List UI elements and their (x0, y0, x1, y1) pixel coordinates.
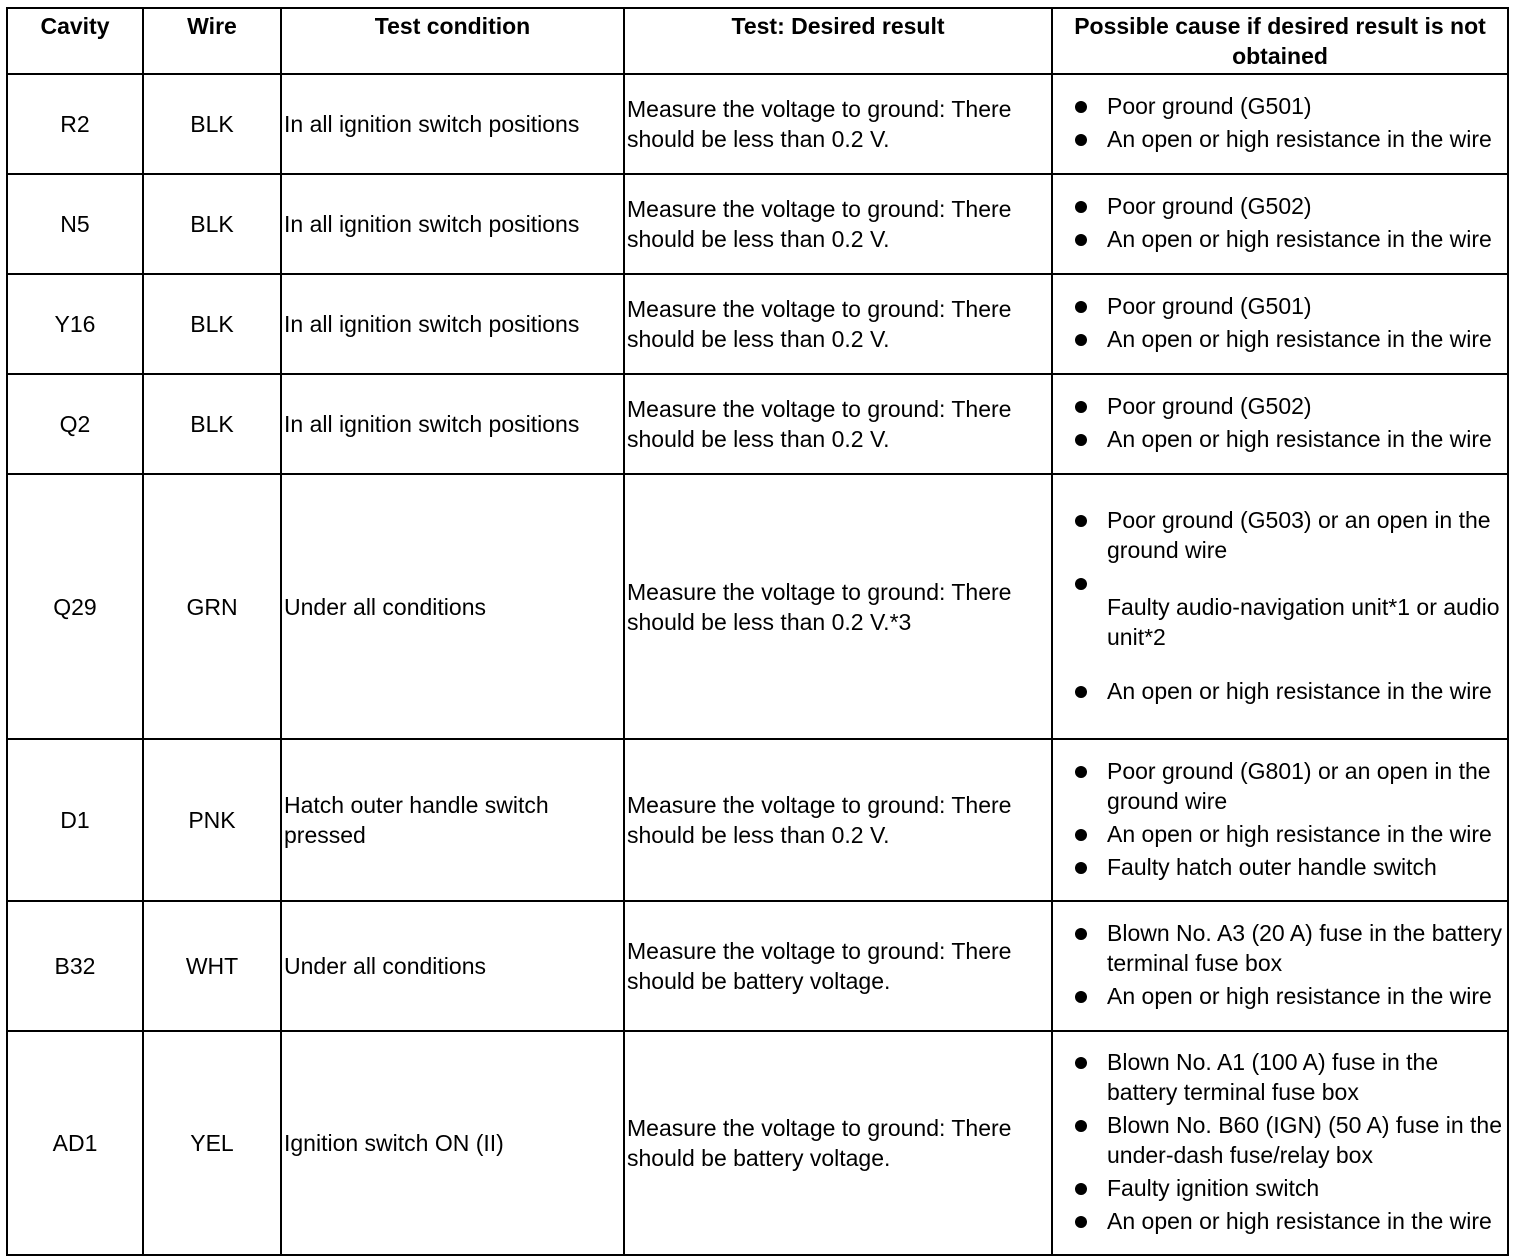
cause-item: Blown No. A1 (100 A) fuse in the battery terminal fuse box (1055, 1047, 1505, 1107)
header-row (7, 8, 1508, 74)
wire-cell: YEL (143, 1031, 281, 1255)
cause-item: Blown No. B60 (IGN) (50 A) fuse in the under-dash fuse/relay box (1055, 1110, 1505, 1170)
cavity-cell: Q29 (7, 474, 143, 739)
cause-item: Poor ground (G501) (1055, 291, 1505, 321)
causes-cell (1052, 1031, 1508, 1255)
bullet-icon (1075, 234, 1087, 246)
cause-list (1055, 391, 1505, 454)
cavity-cell: Y16 (7, 274, 143, 374)
wire-cell: WHT (143, 901, 281, 1031)
bullet-icon (1075, 401, 1087, 413)
result-cell: Measure the voltage to ground: There should be less than 0.2 V. (624, 374, 1052, 474)
table-row (7, 1031, 1508, 1255)
cause-item: An open or high resistance in the wire (1055, 124, 1505, 154)
table-row (7, 274, 1508, 374)
cause-item: An open or high resistance in the wire (1055, 981, 1505, 1011)
table-row (7, 74, 1508, 174)
table-row (7, 174, 1508, 274)
bullet-icon (1075, 928, 1087, 940)
cause-list (1055, 756, 1505, 882)
bullet-icon (1075, 1057, 1087, 1069)
bullet-icon (1075, 515, 1087, 527)
cavity-cell: AD1 (7, 1031, 143, 1255)
wire-cell: BLK (143, 274, 281, 374)
cavity-cell: D1 (7, 739, 143, 901)
table-row (7, 374, 1508, 474)
result-cell: Measure the voltage to ground: There should be less than 0.2 V. (624, 739, 1052, 901)
bullet-icon (1075, 991, 1087, 1003)
wire-cell: PNK (143, 739, 281, 901)
wire-cell: GRN (143, 474, 281, 739)
cause-list (1055, 918, 1505, 1011)
cause-item: An open or high resistance in the wire (1055, 224, 1505, 254)
causes-cell (1052, 474, 1508, 739)
bullet-icon (1075, 1183, 1087, 1195)
header-test-condition: Test condition (281, 8, 624, 74)
cause-item: An open or high resistance in the wire (1055, 424, 1505, 454)
bullet-icon (1075, 101, 1087, 113)
cause-list (1055, 505, 1505, 706)
causes-cell (1052, 74, 1508, 174)
bullet-icon (1075, 434, 1087, 446)
table-row (7, 901, 1508, 1031)
result-cell: Measure the voltage to ground: There should be less than 0.2 V.*3 (624, 474, 1052, 739)
condition-cell: In all ignition switch positions (281, 274, 624, 374)
causes-cell (1052, 739, 1508, 901)
table-row (7, 739, 1508, 901)
cause-item: An open or high resistance in the wire (1055, 324, 1505, 354)
condition-cell: Under all conditions (281, 474, 624, 739)
cavity-cell: Q2 (7, 374, 143, 474)
bullet-icon (1075, 1216, 1087, 1228)
causes-cell (1052, 901, 1508, 1031)
condition-cell: Ignition switch ON (II) (281, 1031, 624, 1255)
causes-cell (1052, 274, 1508, 374)
cause-item: Faulty ignition switch (1055, 1173, 1505, 1203)
cause-item: Poor ground (G503) or an open in the ground wire (1055, 505, 1505, 565)
bullet-icon (1075, 134, 1087, 146)
bullet-icon (1075, 686, 1087, 698)
bullet-icon (1075, 862, 1087, 874)
wire-cell: BLK (143, 74, 281, 174)
bullet-icon (1075, 1120, 1087, 1132)
header-possible-cause: Possible cause if desired result is not obtained (1052, 8, 1508, 74)
cavity-cell: B32 (7, 901, 143, 1031)
bullet-icon (1075, 829, 1087, 841)
condition-cell: Under all conditions (281, 901, 624, 1031)
header-cavity: Cavity (7, 8, 143, 74)
cause-item: Poor ground (G801) or an open in the ground wire (1055, 756, 1505, 816)
bullet-icon (1075, 766, 1087, 778)
cause-list (1055, 91, 1505, 154)
cause-item: Poor ground (G502) (1055, 191, 1505, 221)
result-cell: Measure the voltage to ground: There should be less than 0.2 V. (624, 174, 1052, 274)
wire-cell: BLK (143, 374, 281, 474)
cause-extra-text: Faulty audio-navigation unit*1 or audio unit*2 (1107, 593, 1500, 650)
cause-list (1055, 191, 1505, 254)
cause-list (1055, 1047, 1505, 1236)
header-desired-result: Test: Desired result (624, 8, 1052, 74)
result-cell: Measure the voltage to ground: There should be less than 0.2 V. (624, 74, 1052, 174)
result-cell: Measure the voltage to ground: There should be battery voltage. (624, 901, 1052, 1031)
condition-cell: In all ignition switch positions (281, 74, 624, 174)
causes-cell (1052, 374, 1508, 474)
bullet-icon (1075, 201, 1087, 213)
cause-item: Poor ground (G501) (1055, 91, 1505, 121)
cause-item (1055, 568, 1505, 676)
cavity-cell: R2 (7, 74, 143, 174)
condition-cell: In all ignition switch positions (281, 374, 624, 474)
bullet-icon (1075, 301, 1087, 313)
diagnostic-table (6, 7, 1509, 1256)
result-cell: Measure the voltage to ground: There should be less than 0.2 V. (624, 274, 1052, 374)
condition-cell: In all ignition switch positions (281, 174, 624, 274)
wire-cell: BLK (143, 174, 281, 274)
bullet-icon (1075, 578, 1087, 590)
cavity-cell: N5 (7, 174, 143, 274)
cause-item: Blown No. A3 (20 A) fuse in the battery terminal fuse box (1055, 918, 1505, 978)
causes-cell (1052, 174, 1508, 274)
bullet-icon (1075, 334, 1087, 346)
cause-item: Faulty hatch outer handle switch (1055, 852, 1505, 882)
cause-item: Poor ground (G502) (1055, 391, 1505, 421)
cause-item: An open or high resistance in the wire (1055, 676, 1505, 706)
cause-item: An open or high resistance in the wire (1055, 1206, 1505, 1236)
header-wire: Wire (143, 8, 281, 74)
table-row (7, 474, 1508, 739)
cause-item: An open or high resistance in the wire (1055, 819, 1505, 849)
result-cell: Measure the voltage to ground: There should be battery voltage. (624, 1031, 1052, 1255)
cause-list (1055, 291, 1505, 354)
condition-cell: Hatch outer handle switch pressed (281, 739, 624, 901)
